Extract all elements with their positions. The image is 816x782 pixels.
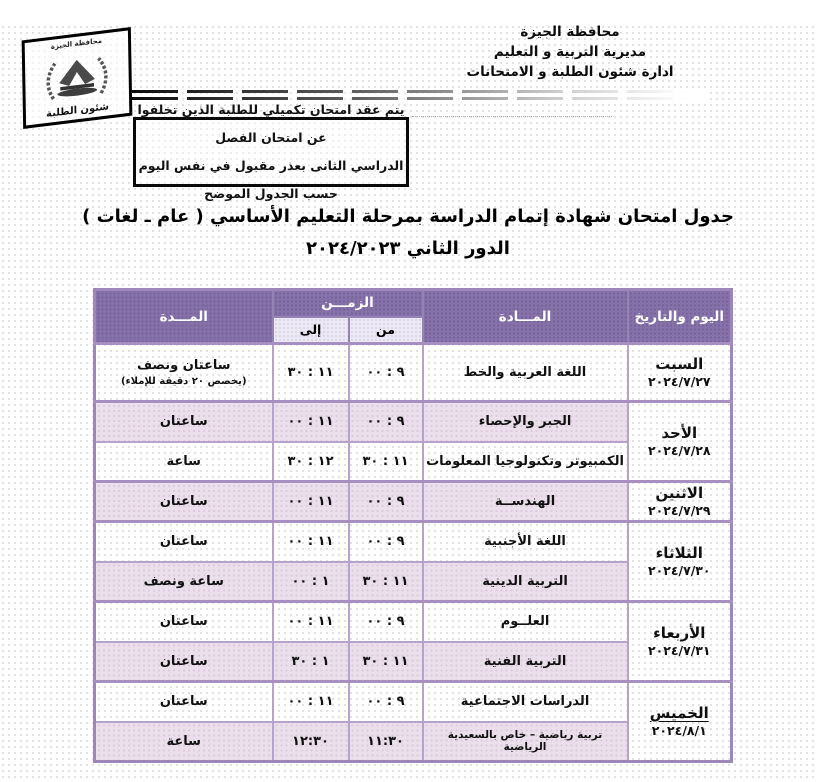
table-row xyxy=(95,482,732,522)
title-line-1: جدول امتحان شهادة إتمام الدراسة بمرحلة التعليم الأساسي ( عام ـ لغات ) xyxy=(82,206,734,227)
table-row xyxy=(95,344,732,402)
day-name: الأربعاء xyxy=(653,624,706,642)
subject-cell: الجبر والإحصاء xyxy=(423,402,628,442)
header-duration: المـــدة xyxy=(95,290,273,344)
table-row xyxy=(95,522,732,562)
time-from-cell: ٩ : ٠٠ xyxy=(349,482,423,522)
table-row xyxy=(95,682,732,722)
subject-cell: الكمبيوتر وتكنولوجيا المعلومات xyxy=(423,442,628,482)
time-from-cell: ١١ : ٣٠ xyxy=(349,642,423,682)
time-to-cell: ١٢:٣٠ xyxy=(273,722,349,762)
subject-cell: الهندســة xyxy=(423,482,628,522)
page-title xyxy=(0,206,816,259)
day-cell xyxy=(628,522,732,602)
time-to-cell: ١٢ : ٣٠ xyxy=(273,442,349,482)
title-years: ٢٠٢٤/٢٠٢٣ xyxy=(306,238,401,259)
title-round: الدور الثاني xyxy=(406,238,510,259)
subject-cell: التربية الدينية xyxy=(423,562,628,602)
header-time-to: إلى xyxy=(273,317,349,344)
duration-cell: ساعة xyxy=(95,722,273,762)
day-cell xyxy=(628,602,732,682)
org-header xyxy=(440,22,700,82)
duration-cell: ساعتان xyxy=(95,402,273,442)
day-date: ٢٠٢٤/٨/١ xyxy=(651,723,707,738)
subject-cell: اللغة الأجنبية xyxy=(423,522,628,562)
header-time-from: من xyxy=(349,317,423,344)
duration-cell: ساعتان xyxy=(95,642,273,682)
header-day: اليوم والتاريخ xyxy=(628,290,732,344)
subject-cell: العلــوم xyxy=(423,602,628,642)
time-from-cell: ١١:٣٠ xyxy=(349,722,423,762)
note-line-2: الدراسي الثانى بعذر مقبول في نفس اليوم حسب الجدول الموضح xyxy=(138,158,404,201)
day-cell xyxy=(628,682,732,762)
day-name: السبت xyxy=(655,355,704,373)
duration-note: (يخصص ٢٠ دقيقة للإملاء) xyxy=(120,375,247,387)
time-from-cell: ٩ : ٠٠ xyxy=(349,522,423,562)
time-from-cell: ٩ : ٠٠ xyxy=(349,402,423,442)
duration-cell: ساعة xyxy=(95,442,273,482)
day-date: ٢٠٢٤/٧/٢٨ xyxy=(647,443,711,458)
duration-text: ساعتان ونصف xyxy=(136,357,231,373)
header-subject: المـــادة xyxy=(423,290,628,344)
time-from-cell: ٩ : ٠٠ xyxy=(349,344,423,402)
duration-cell: ساعتان xyxy=(95,522,273,562)
day-name: الأحد xyxy=(661,424,698,442)
header-time: الزمـــن xyxy=(273,290,423,317)
eagle-wreath-icon xyxy=(40,49,114,104)
time-to-cell: ١١ : ٣٠ xyxy=(273,344,349,402)
note-line-1: يتم عقد امتحان تكميلي للطلبة الذين تخلفوا عن امتحان الفصل xyxy=(137,102,405,145)
time-to-cell: ١١ : ٠٠ xyxy=(273,602,349,642)
org-line-directorate: مديرية التربية و التعليم xyxy=(493,44,647,60)
subject-cell: الدراسات الاجتماعية xyxy=(423,682,628,722)
table-row xyxy=(95,602,732,642)
logo-top-text: محافظة الجيزة xyxy=(50,36,103,51)
note-tail-line xyxy=(412,116,612,117)
day-name: الاثنين xyxy=(655,484,704,502)
table-row xyxy=(95,402,732,442)
time-to-cell: ١١ : ٠٠ xyxy=(273,482,349,522)
time-from-cell: ١١ : ٣٠ xyxy=(349,442,423,482)
org-line-governorate: محافظة الجيزة xyxy=(520,24,620,40)
exam-schedule-table xyxy=(93,288,733,763)
duration-cell: ساعتان xyxy=(95,602,273,642)
time-to-cell: ١١ : ٠٠ xyxy=(273,682,349,722)
day-cell xyxy=(628,344,732,402)
time-from-cell: ١١ : ٣٠ xyxy=(349,562,423,602)
duration-cell: ساعتان xyxy=(95,682,273,722)
day-date: ٢٠٢٤/٧/٢٧ xyxy=(647,374,711,389)
day-date: ٢٠٢٤/٧/٢٩ xyxy=(647,503,711,518)
governorate-logo xyxy=(22,27,133,129)
duration-cell: ساعة ونصف xyxy=(95,562,273,602)
subject-cell: اللغة العربية والخط xyxy=(423,344,628,402)
time-to-cell: ١ : ٣٠ xyxy=(273,642,349,682)
day-name: الثلاثاء xyxy=(655,544,703,562)
time-from-cell: ٩ : ٠٠ xyxy=(349,602,423,642)
subject-cell: التربية الفنية xyxy=(423,642,628,682)
subject-cell: تربية رياضية – خاص بالسعيدية الرياضية xyxy=(423,722,628,762)
time-to-cell: ١١ : ٠٠ xyxy=(273,522,349,562)
day-cell xyxy=(628,482,732,522)
logo-bottom-text: شئون الطلبة xyxy=(46,101,110,121)
day-cell xyxy=(628,402,732,482)
duration-cell: ساعتان xyxy=(95,482,273,522)
title-line-2 xyxy=(0,238,816,259)
day-date: ٢٠٢٤/٧/٣٠ xyxy=(647,563,711,578)
time-to-cell: ١ : ٠٠ xyxy=(273,562,349,602)
day-name: الخميس xyxy=(649,704,709,722)
org-line-department: ادارة شئون الطلبة و الامتحانات xyxy=(466,64,674,80)
note-box xyxy=(133,102,409,201)
day-date: ٢٠٢٤/٧/٣١ xyxy=(647,643,711,658)
time-from-cell: ٩ : ٠٠ xyxy=(349,682,423,722)
time-to-cell: ١١ : ٠٠ xyxy=(273,402,349,442)
duration-cell xyxy=(95,344,273,402)
